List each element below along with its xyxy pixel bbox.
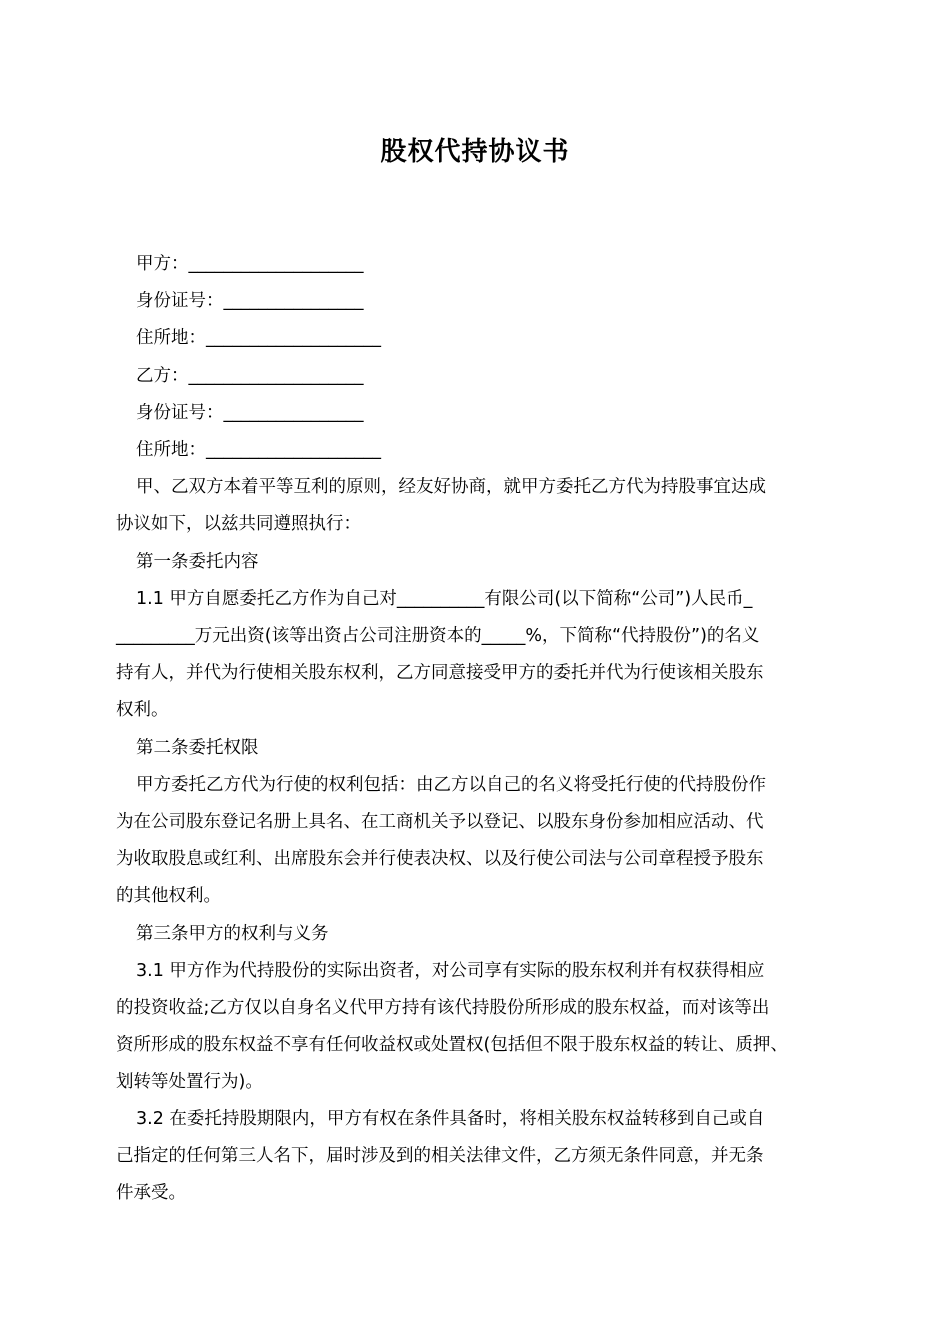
article-3-2-paragraph	[116, 1101, 836, 1212]
party-b-address-field	[136, 438, 381, 462]
article-3-2-line: 件承受。	[116, 1183, 186, 1203]
article-1-line: 权利。	[116, 700, 169, 720]
document-title: 股权代持协议书	[380, 137, 570, 167]
party-b-address-blank: ____________________	[206, 440, 381, 460]
party-b-address-label: 住所地：	[136, 440, 206, 460]
article-3-1-line: 的投资收益;乙方仅以自身名义代甲方持有该代持股份所形成的股东权益，而对该等出	[116, 998, 770, 1018]
party-b-label: 乙方：	[136, 366, 189, 386]
article-2-line: 的其他权利。	[116, 886, 221, 906]
article-3-2-line: 3.2 在委托持股期限内，甲方有权在条件具备时，将相关股东权益转移到自己或自	[136, 1109, 765, 1129]
party-b-id-field	[136, 401, 364, 425]
party-a-blank: ____________________	[188, 254, 364, 274]
article-1-heading: 第一条委托内容	[136, 552, 259, 572]
article-3-heading: 第三条甲方的权利与义务	[136, 924, 329, 944]
party-b-blank: ____________________	[188, 366, 364, 386]
article-2-line: 甲方委托乙方代为行使的权利包括：由乙方以自己的名义将受托行使的代持股份作	[136, 775, 766, 795]
party-a-id-label: 身份证号：	[136, 291, 224, 311]
article-3-1-line: 3.1 甲方作为代持股份的实际出资者，对公司享有实际的股东权利并有权获得相应	[136, 961, 765, 981]
article-1-line: 持有人，并代为行使相关股东权利，乙方同意接受甲方的委托并代为行使该相关股东	[116, 663, 764, 683]
article-3-1-line: 资所形成的股东权益不享有任何收益权或处置权(包括但不限于股东权益的转让、质押、	[116, 1035, 788, 1055]
intro-line: 甲、乙双方本着平等互利的原则，经友好协商，就甲方委托乙方代为持股事宜达成	[136, 477, 766, 497]
article-3-1-line: 划转等处置行为)。	[116, 1072, 263, 1092]
article-1-line: _________万元出资(该等出资占公司注册资本的_____%，下简称“代持股份”)的名义	[116, 626, 760, 646]
article-1-paragraph	[116, 581, 836, 729]
article-2-line: 为收取股息或红利、出席股东会并行使表决权、以及行使公司法与公司章程授予股东	[116, 849, 764, 869]
intro-paragraph	[116, 469, 836, 543]
party-a-id-field	[136, 289, 364, 313]
party-a-address-blank: ____________________	[206, 328, 381, 348]
article-3-1-paragraph	[116, 953, 836, 1101]
intro-line: 协议如下，以兹共同遵照执行：	[116, 514, 361, 534]
article-2-line: 为在公司股东登记名册上具名、在工商机关予以登记、以股东身份参加相应活动、代	[116, 812, 764, 832]
party-b-id-blank: ________________	[223, 403, 364, 423]
article-2-heading: 第二条委托权限	[136, 738, 259, 758]
party-b-id-label: 身份证号：	[136, 403, 224, 423]
party-a-id-blank: ________________	[223, 291, 364, 311]
article-3-2-line: 己指定的任何第三人名下，届时涉及到的相关法律文件，乙方须无条件同意，并无条	[116, 1146, 764, 1166]
party-b-field	[136, 364, 364, 388]
party-a-address-label: 住所地：	[136, 328, 206, 348]
party-a-label: 甲方：	[136, 254, 189, 274]
party-a-address-field	[136, 326, 381, 350]
article-2-paragraph	[116, 767, 836, 915]
party-a-field	[136, 252, 364, 276]
article-1-line: 1.1 甲方自愿委托乙方作为自己对__________有限公司(以下简称“公司”)人民币_	[136, 589, 753, 609]
